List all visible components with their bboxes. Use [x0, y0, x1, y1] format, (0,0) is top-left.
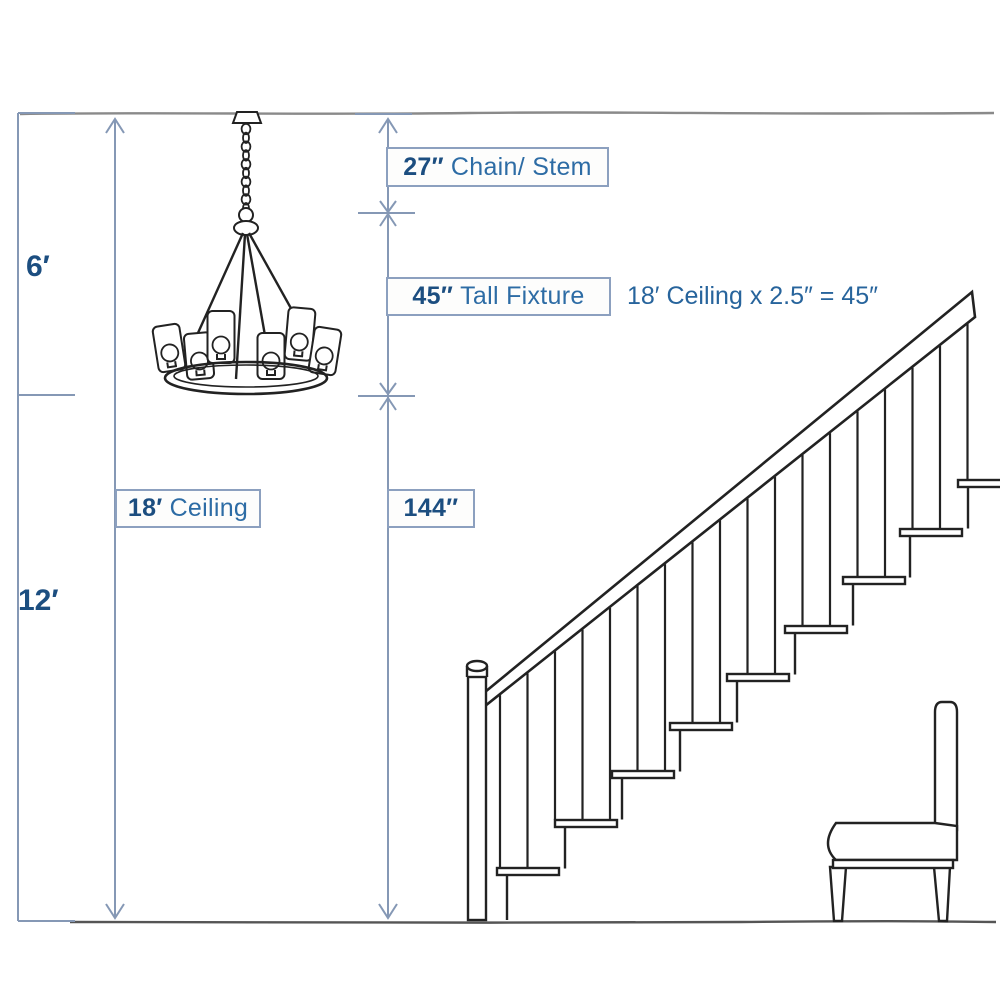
scale-label-12ft: 12′: [18, 584, 59, 617]
collar: [234, 221, 258, 235]
chain-value: 27″: [403, 152, 444, 181]
ceiling-line: [20, 112, 994, 114]
tall-fixture-label-box: [386, 277, 611, 316]
fixture-label: Tall Fixture: [460, 282, 585, 310]
sizing-formula: 18′ Ceiling x 2.5″ = 45″: [627, 282, 879, 310]
ceiling-value: 18′: [127, 494, 163, 522]
left-scale-line: [18, 113, 75, 921]
floor-line: [70, 921, 996, 923]
chandelier-illustration: [152, 112, 342, 394]
scale-label-6ft: 6′: [26, 250, 50, 283]
chair-seat: [828, 823, 957, 860]
chair-illustration: [828, 702, 957, 921]
fixture-value: 45″: [412, 282, 454, 310]
canopy: [233, 112, 261, 123]
chain-stem-label-box: [386, 147, 609, 187]
newel-post: [467, 661, 487, 920]
ceiling-label-box: [115, 489, 261, 528]
chain: [242, 124, 251, 214]
finial-ball: [239, 208, 253, 222]
total-drop-value: 144″: [403, 494, 459, 522]
handrail: [485, 292, 975, 706]
staircase-balusters: [500, 324, 968, 868]
chair-seat-rail: [833, 860, 953, 868]
ceiling-label: Ceiling: [169, 494, 249, 522]
total-drop-label-box: [387, 489, 475, 528]
chain-label: Chain/ Stem: [450, 152, 592, 181]
chair-back: [935, 702, 957, 830]
chair-front-leg: [830, 867, 846, 921]
chair-rear-leg: [934, 867, 950, 921]
